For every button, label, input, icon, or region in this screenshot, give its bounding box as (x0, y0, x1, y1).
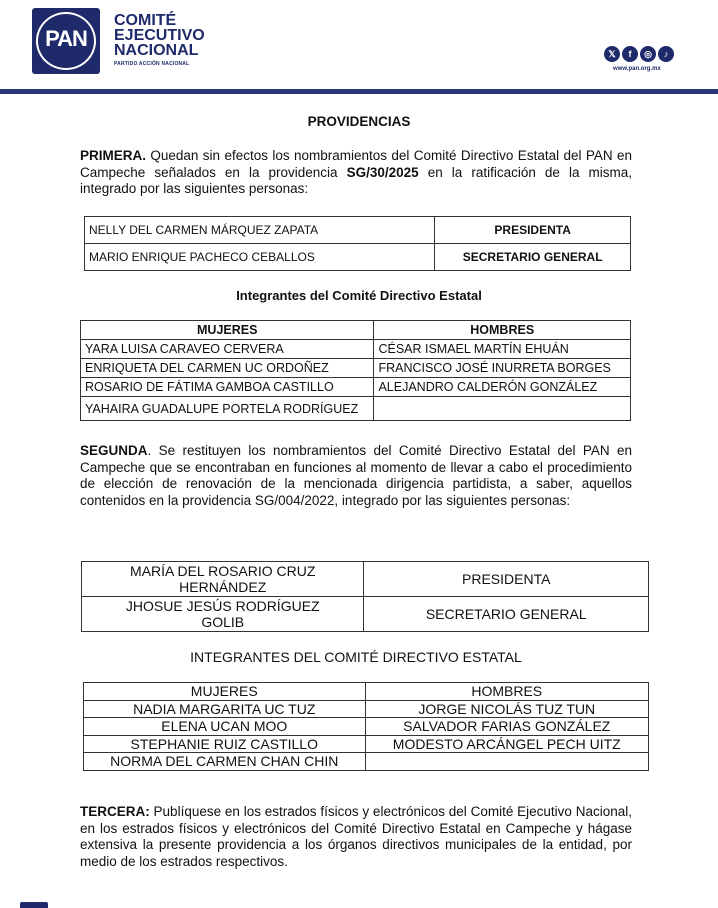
leadership-table-1 (84, 216, 631, 271)
name-line-1: MARÍA DEL ROSARIO CRUZ (130, 563, 316, 579)
org-name (114, 13, 205, 58)
table-row (81, 378, 631, 397)
primera-lead: PRIMERA. (80, 148, 147, 163)
header-hombres: HOMBRES (365, 683, 649, 701)
mujer-cell: NADIA MARGARITA UC TUZ (84, 700, 366, 718)
instagram-icon[interactable]: ◎ (640, 46, 656, 62)
mujer-cell: YAHAIRA GUADALUPE PORTELA RODRÍGUEZ (81, 397, 374, 421)
name-line-2: GOLIB (201, 614, 245, 630)
mujer-cell: NORMA DEL CARMEN CHAN CHIN (84, 753, 366, 771)
hombre-cell (374, 397, 631, 421)
role-cell: SECRETARIO GENERAL (435, 244, 631, 271)
table-row (81, 340, 631, 359)
pan-logo (32, 8, 100, 74)
subtitle-integrantes-1: Integrantes del Comité Directivo Estatal (236, 288, 482, 303)
segunda-text: . Se restituyen los nombramientos del Comité Directivo Estatal del PAN en Campeche que se encontraban en funciones al momento de llevar a cabo el procedimiento de elección de renovación de la mencionada dirigencia partidista, a saber, aquellos contenidos en la providencia SG/004/2022, integrado por las siguientes personas: (80, 443, 632, 508)
primera-text-a: Quedan sin efectos los nombramientos del Comité Directivo Estatal del PAN en Campeche señalados en la providencia (80, 148, 632, 180)
hombre-cell: MODESTO ARCÁNGEL PECH UITZ (365, 735, 649, 753)
table-row (85, 244, 631, 271)
leadership-table-2 (81, 561, 649, 632)
primera-ref: SG/30/2025 (346, 164, 419, 180)
name-line-2: HERNÁNDEZ (179, 579, 267, 595)
segunda-lead: SEGUNDA (80, 443, 148, 458)
tercera-lead: TERCERA: (80, 804, 150, 819)
org-subtitle: PARTIDO ACCIÓN NACIONAL (114, 61, 190, 67)
header-mujeres: MUJERES (84, 683, 366, 701)
table-row (84, 735, 649, 753)
hombre-cell (365, 753, 649, 771)
header-mujeres: MUJERES (81, 321, 374, 340)
mujer-cell: STEPHANIE RUIZ CASTILLO (84, 735, 366, 753)
subtitle-integrantes-2: INTEGRANTES DEL COMITÉ DIRECTIVO ESTATAL (190, 649, 522, 665)
hombre-cell: FRANCISCO JOSÉ INURRETA BORGES (374, 359, 631, 378)
mujer-cell: ELENA UCAN MOO (84, 718, 366, 736)
logo-text: PAN (45, 26, 87, 51)
table-row (82, 597, 649, 632)
hombre-cell: JORGE NICOLÁS TUZ TUN (365, 700, 649, 718)
name-cell: MARIO ENRIQUE PACHECO CEBALLOS (85, 244, 435, 271)
table-row (81, 397, 631, 421)
primera-text-b: en la ratificación de la misma, integrado por las siguientes personas: (80, 164, 632, 196)
table-header-row (81, 321, 631, 340)
website-link[interactable]: www.pan.org.mx (613, 66, 661, 72)
hombre-cell: CÉSAR ISMAEL MARTÍN EHUÁN (374, 340, 631, 359)
org-line-2: EJECUTIVO (114, 27, 205, 44)
header-hombres: HOMBRES (374, 321, 631, 340)
x-icon[interactable]: 𝕏 (604, 46, 620, 62)
role-cell: PRESIDENTA (364, 562, 649, 597)
hombre-cell: ALEJANDRO CALDERÓN GONZÁLEZ (374, 378, 631, 397)
tercera-paragraph (80, 804, 632, 870)
name-cell: NELLY DEL CARMEN MÁRQUEZ ZAPATA (85, 217, 435, 244)
name-line-1: JHOSUE JESÚS RODRÍGUEZ (125, 598, 320, 614)
org-line-1: COMITÉ (114, 12, 177, 29)
name-cell (82, 562, 364, 597)
mujer-cell: ROSARIO DE FÁTIMA GAMBOA CASTILLO (81, 378, 374, 397)
members-table-2 (83, 682, 649, 771)
segunda-paragraph (80, 443, 632, 509)
letterhead (0, 0, 718, 96)
table-row (81, 359, 631, 378)
members-table-1 (80, 320, 631, 421)
org-line-3: NACIONAL (114, 42, 199, 59)
role-cell: SECRETARIO GENERAL (364, 597, 649, 632)
table-row (84, 753, 649, 771)
table-row (82, 562, 649, 597)
page-title: PROVIDENCIAS (307, 114, 411, 129)
table-row (84, 718, 649, 736)
footer-mark (20, 902, 48, 908)
tercera-text: Publíquese en los estrados físicos y electrónicos del Comité Ejecutivo Nacional, en los estrados físicos y electrónicos del Comité Directivo Estatal en Campeche y hágase extensiva la presente providencia a los órganos directivos municipales de la entidad, por medio de los estrados respectivos. (80, 804, 632, 869)
table-header-row (84, 683, 649, 701)
facebook-icon[interactable]: f (622, 46, 638, 62)
table-row (85, 217, 631, 244)
mujer-cell: ENRIQUETA DEL CARMEN UC ORDOÑEZ (81, 359, 374, 378)
primera-paragraph (80, 148, 632, 198)
role-cell: PRESIDENTA (435, 217, 631, 244)
table-row (84, 700, 649, 718)
name-cell (82, 597, 364, 632)
header-rule (0, 89, 718, 94)
mujer-cell: YARA LUISA CARAVEO CERVERA (81, 340, 374, 359)
tiktok-icon[interactable]: ♪ (658, 46, 674, 62)
hombre-cell: SALVADOR FARIAS GONZÁLEZ (365, 718, 649, 736)
